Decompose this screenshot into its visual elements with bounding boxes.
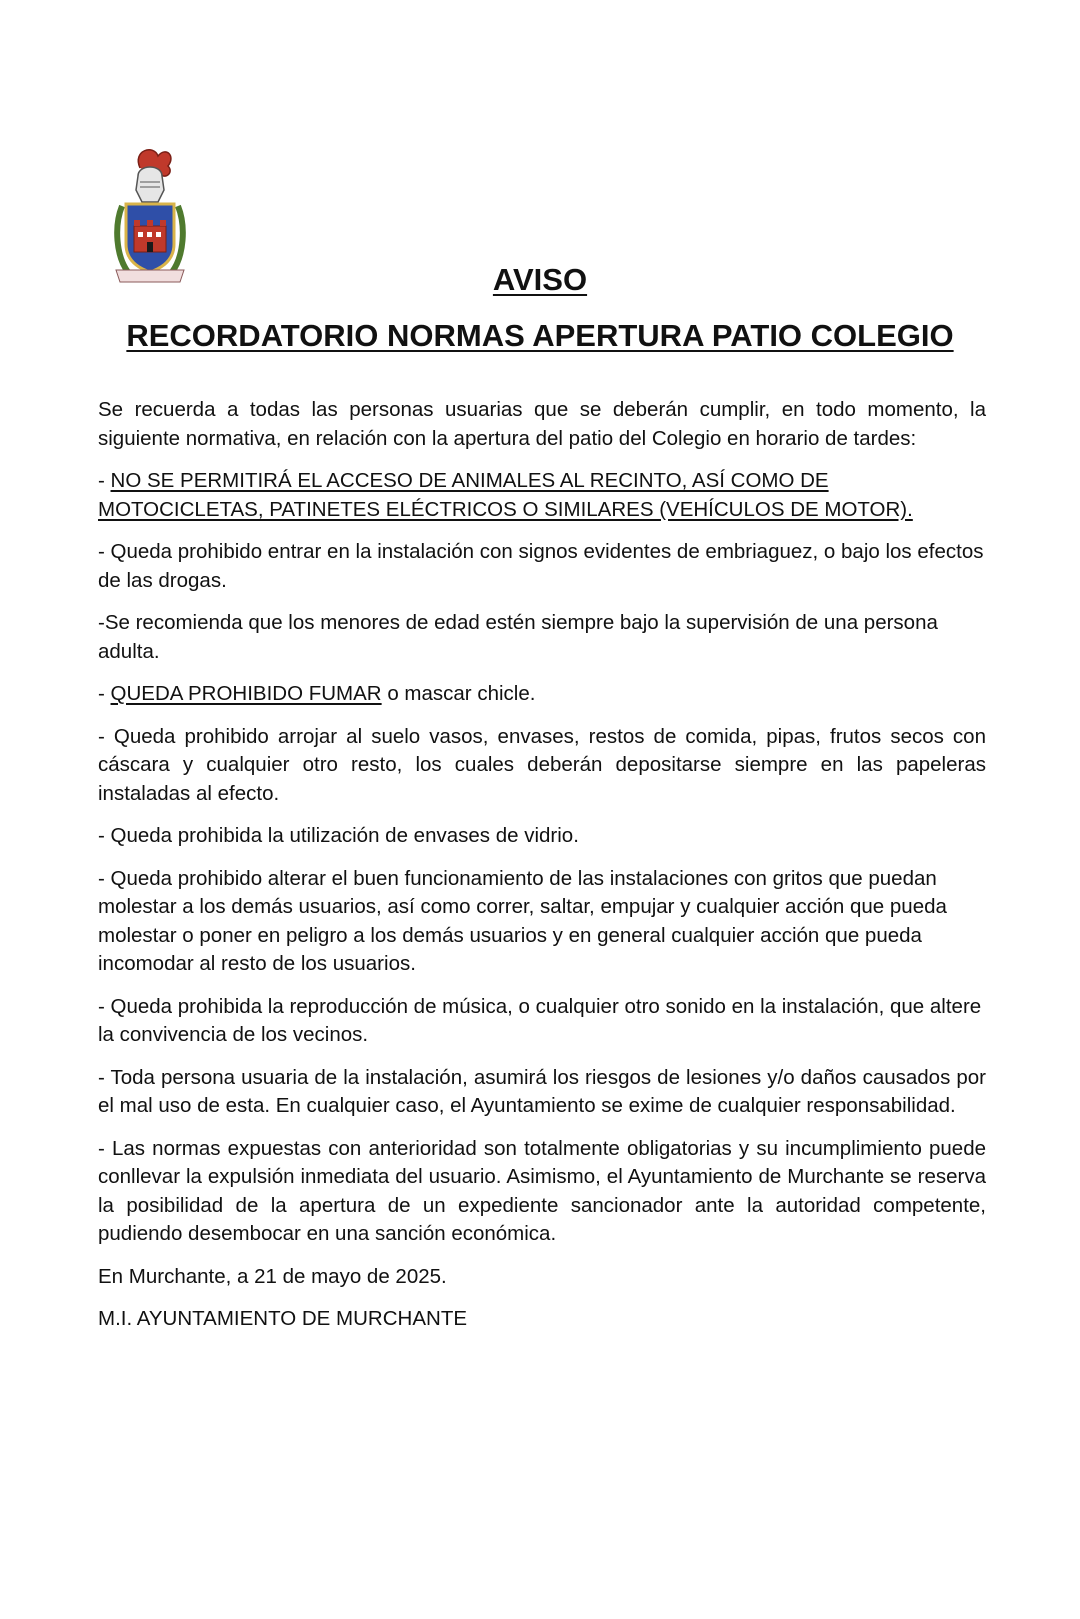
rule-animals-vehicles — [98, 467, 986, 524]
notice-title: AVISO — [492, 262, 588, 297]
notice-body — [98, 396, 986, 1348]
rule-underlined-text: NO SE PERMITIRÁ EL ACCESO DE ANIMALES AL RECINTO, ASÍ COMO DE MOTOCICLETAS, PATINETES ELÉCTRICOS O SIMILARES (VEHÍCULOS DE MOTOR). — [98, 469, 913, 521]
rule-no-smoking — [98, 680, 986, 709]
rule-dash: - — [98, 682, 111, 705]
rule-text: o mascar chicle. — [381, 682, 536, 705]
intro-paragraph: Se recuerda a todas las personas usuarias que se deberán cumplir, en todo momento, la siguiente normativa, en relación con la apertura del patio del Colegio en horario de tardes: — [98, 398, 986, 450]
rule-music: - Queda prohibida la reproducción de música, o cualquier otro sonido en la instalación, que altere la convivencia de los vecinos. — [98, 994, 982, 1046]
date-line: En Murchante, a 21 de mayo de 2025. — [98, 1264, 447, 1288]
rule-dash: - — [98, 469, 111, 492]
rule-minors-supervision: -Se recomienda que los menores de edad estén siempre bajo la supervisión de una persona adulta. — [98, 611, 938, 663]
rule-littering: - Queda prohibido arrojar al suelo vasos, envases, restos de comida, pipas, frutos secos con cáscara y cualquier otro resto, los cuales deberán depositarse siempre en las papeleras instaladas al efecto. — [98, 724, 986, 805]
rule-glass-containers: - Queda prohibida la utilización de envases de vidrio. — [98, 824, 579, 847]
rule-intoxication: - Queda prohibido entrar en la instalación con signos evidentes de embriaguez, o bajo los efectos de las drogas. — [98, 540, 984, 592]
notice-subtitle: RECORDATORIO NORMAS APERTURA PATIO COLEGIO — [126, 318, 954, 353]
rule-underlined-text: QUEDA PROHIBIDO FUMAR — [110, 682, 382, 705]
rule-disturbance: - Queda prohibido alterar el buen funcionamiento de las instalaciones con gritos que puedan molestar a los demás usuarios, así como correr, saltar, empujar y cualquier acción que pueda molestar o poner en peligro a los demás usuarios y en general cualquier acción que pueda incomodar al resto de los usuarios. — [98, 866, 947, 975]
rule-sanctions: - Las normas expuestas con anterioridad son totalmente obligatorias y su incumplimiento puede conllevar la expulsión inmediata del usuario. Asimismo, el Ayuntamiento de Murchante se reserva la posibilidad de la apertura de un expediente sancionador ante la autoridad competente, pudiendo desembocar en una sanción económica. — [98, 1136, 986, 1245]
rule-liability: - Toda persona usuaria de la instalación, asumirá los riesgos de lesiones y/o daños causados por el mal uso de esta. En cualquier caso, el Ayuntamiento se exime de cualquier responsabilidad. — [98, 1065, 986, 1117]
signature-line: M.I. AYUNTAMIENTO DE MURCHANTE — [98, 1307, 468, 1330]
